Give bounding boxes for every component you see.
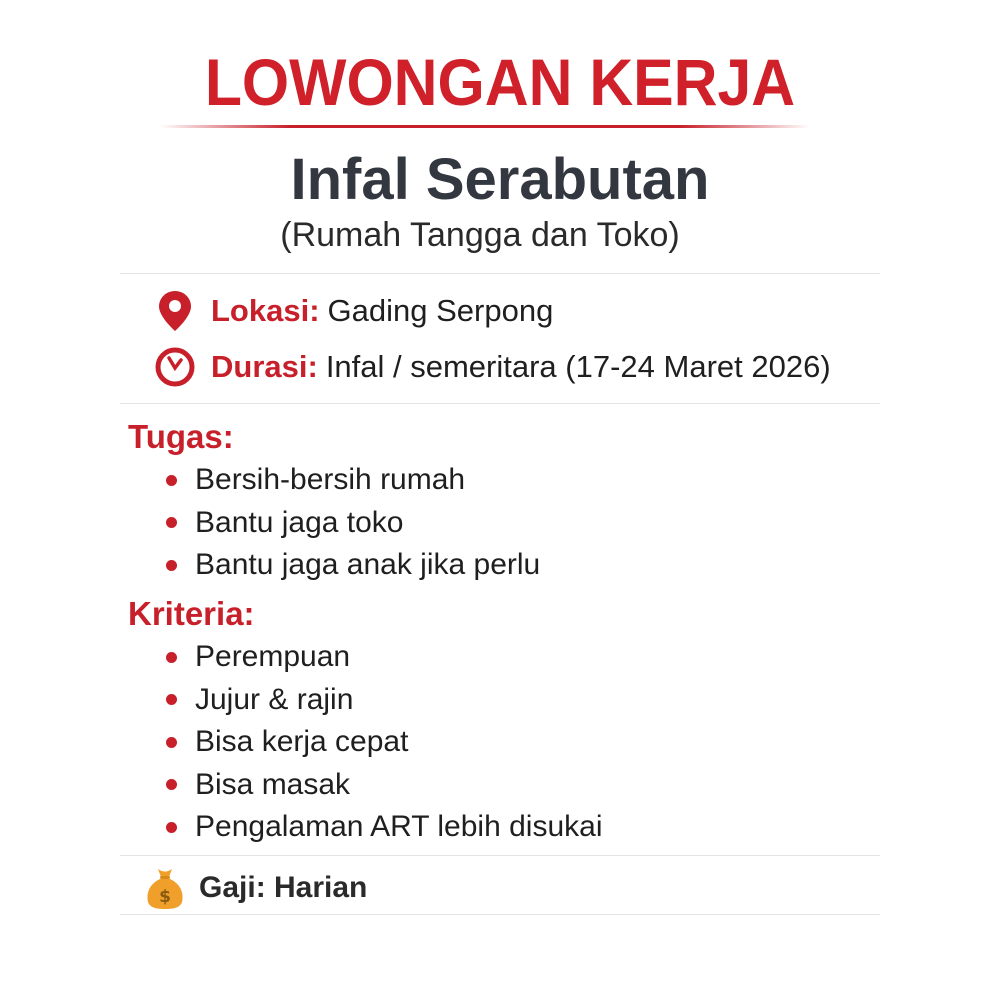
duration-label: Durasi: [211, 349, 318, 384]
job-title: Infal Serabutan [290, 147, 710, 212]
list-item: Bantu jaga anak jika perlu [166, 544, 540, 587]
bullet-icon [166, 475, 177, 486]
divider [120, 855, 880, 856]
salary-text: Gaji: Harian [199, 871, 368, 904]
clock-icon [155, 347, 195, 387]
bullet-icon [166, 517, 177, 528]
bullet-icon [166, 694, 177, 705]
list-item: Bersih-bersih rumah [166, 459, 540, 502]
bullet-icon [166, 822, 177, 833]
title: LOWONGAN KERJA [204, 45, 796, 119]
criteria-heading: Kriteria: [128, 595, 255, 632]
map-pin-icon [155, 291, 195, 331]
criteria-list [166, 636, 603, 849]
bullet-icon [166, 779, 177, 790]
tasks-list [166, 459, 540, 587]
title-underline [160, 125, 810, 128]
list-item: Bantu jaga toko [166, 502, 540, 545]
duration-value: Infal / semeritara (17-24 Maret 2026) [325, 349, 831, 384]
bullet-icon [166, 737, 177, 748]
svg-text:$: $ [159, 887, 171, 907]
location-row [155, 291, 553, 331]
location-value: Gading Serpong [327, 293, 554, 328]
money-bag-icon [145, 866, 185, 910]
bullet-icon [166, 560, 177, 571]
divider [120, 273, 880, 274]
tasks-heading: Tugas: [128, 418, 234, 455]
list-item: Perempuan [166, 636, 603, 679]
duration-row [155, 347, 831, 387]
list-item: Jujur & rajin [166, 679, 603, 722]
list-item: Bisa kerja cepat [166, 721, 603, 764]
list-item: Pengalaman ART lebih disukai [166, 806, 603, 849]
job-subtitle: (Rumah Tangga dan Toko) [280, 216, 680, 254]
list-item: Bisa masak [166, 764, 603, 807]
bullet-icon [166, 652, 177, 663]
divider [120, 914, 880, 915]
salary-row [145, 866, 367, 910]
divider [120, 403, 880, 404]
location-label: Lokasi: [211, 293, 320, 328]
